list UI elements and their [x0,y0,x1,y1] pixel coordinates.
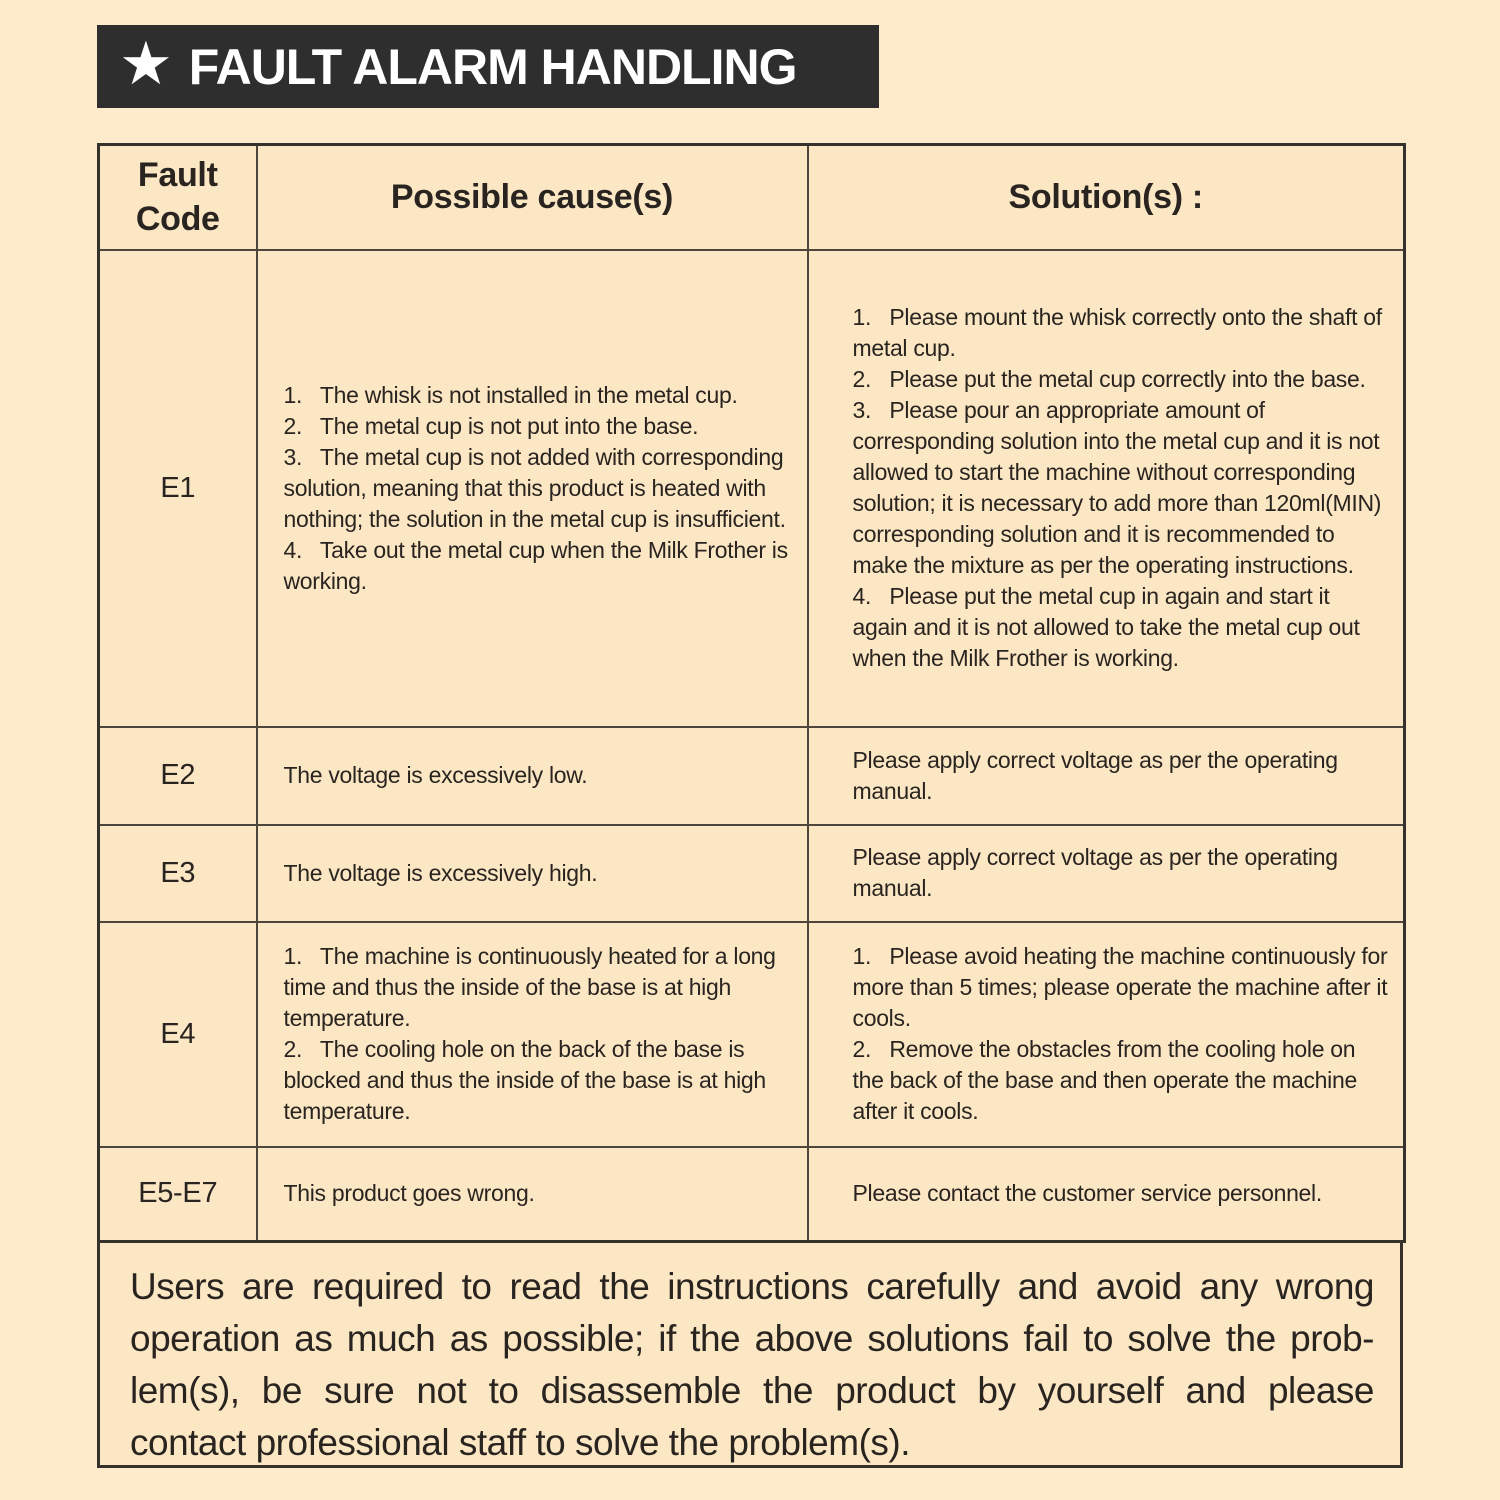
solution-cell [808,825,1405,922]
cause-cell [257,922,808,1147]
cause-item: This product goes wrong. [283,1180,535,1207]
cause-cell [257,250,808,727]
cause-item: 1. The machine is continuously heated for a long time and thus the inside of the base is at high temperature. [283,943,782,1031]
fault-code-cell: E3 [99,825,257,922]
star-icon: ★ [119,29,173,97]
solution-cell [808,250,1405,727]
col-header-solutions: Solution(s) : [808,145,1405,250]
solution-item: 2. Remove the obstacles from the cooling hole on the back of the base and then operate the machine after it cools. [852,1036,1364,1124]
solution-item: 4. Please put the metal cup in again and start it again and it is not allowed to take the metal cup out when the Milk Frother is working. [852,583,1366,671]
solution-item: 1. Please avoid heating the machine continuously for more than 5 times; please operate the machine after it cools. [852,943,1394,1031]
footer-line: lem(s), be sure not to disassemble the product by yourself and please [130,1370,1374,1411]
footer-note [97,1240,1403,1468]
solution-cell [808,727,1405,825]
solution-item: 2. Please put the metal cup correctly into the base. [852,366,1366,392]
table-row-e4 [99,922,1405,1147]
fault-code-cell: E4 [99,922,257,1147]
cause-item: 2. The metal cup is not put into the base. [283,412,699,439]
cause-cell [257,1147,808,1242]
cause-cell [257,825,808,922]
col-header-possible-causes: Possible cause(s) [257,145,808,250]
solution-item: Please contact the customer service personnel. [852,1180,1322,1207]
cause-item: The voltage is excessively high. [283,859,598,886]
fault-code-cell: E2 [99,727,257,825]
footer-line: Users are required to read the instructions carefully and avoid any wrong [130,1266,1374,1307]
table-header-row [99,145,1405,250]
fault-code-cell: E5-E7 [99,1147,257,1242]
cause-item: 3. The metal cup is not added with corresponding solution, meaning that this product is heated with nothing; the solution in the metal cup is insufficient. [283,443,790,532]
footer-line: contact professional staff to solve the problem(s). [130,1422,910,1463]
table-row-e1 [99,250,1405,727]
page-title: FAULT ALARM HANDLING [188,38,797,95]
table-row-e5-e7 [99,1147,1405,1242]
solution-cell [808,1147,1405,1242]
solution-item: 3. Please pour an appropriate amount of corresponding solution into the metal cup and it is not allowed to start the machine without corresponding solution; it is necessary to add more than 120ml(MIN) corresponding solution and it is recommended to make the mixture as per the operating instructions. [852,397,1388,578]
table-row-e2 [99,727,1405,825]
solution-item: Please apply correct voltage as per the operating manual. [852,746,1344,804]
fault-alarm-table [97,143,1406,1243]
cause-item: 1. The whisk is not installed in the metal cup. [283,381,738,408]
solution-item: Please apply correct voltage as per the operating manual. [852,844,1344,901]
solution-cell [808,922,1405,1147]
cause-item: 4. Take out the metal cup when the Milk Frother is working. [283,536,794,594]
cause-item: 2. The cooling hole on the back of the base is blocked and thus the inside of the base is at high temperature. [283,1036,772,1124]
fault-code-cell: E1 [99,250,257,727]
col-header-fault-code: Fault Code [99,145,257,250]
solution-item: 1. Please mount the whisk correctly onto the shaft of metal cup. [852,304,1388,361]
cause-cell [257,727,808,825]
page-title-bar [97,25,879,108]
footer-line: operation as much as possible; if the above solutions fail to solve the prob- [130,1318,1374,1359]
table-row-e3 [99,825,1405,922]
cause-item: The voltage is excessively low. [283,762,588,788]
